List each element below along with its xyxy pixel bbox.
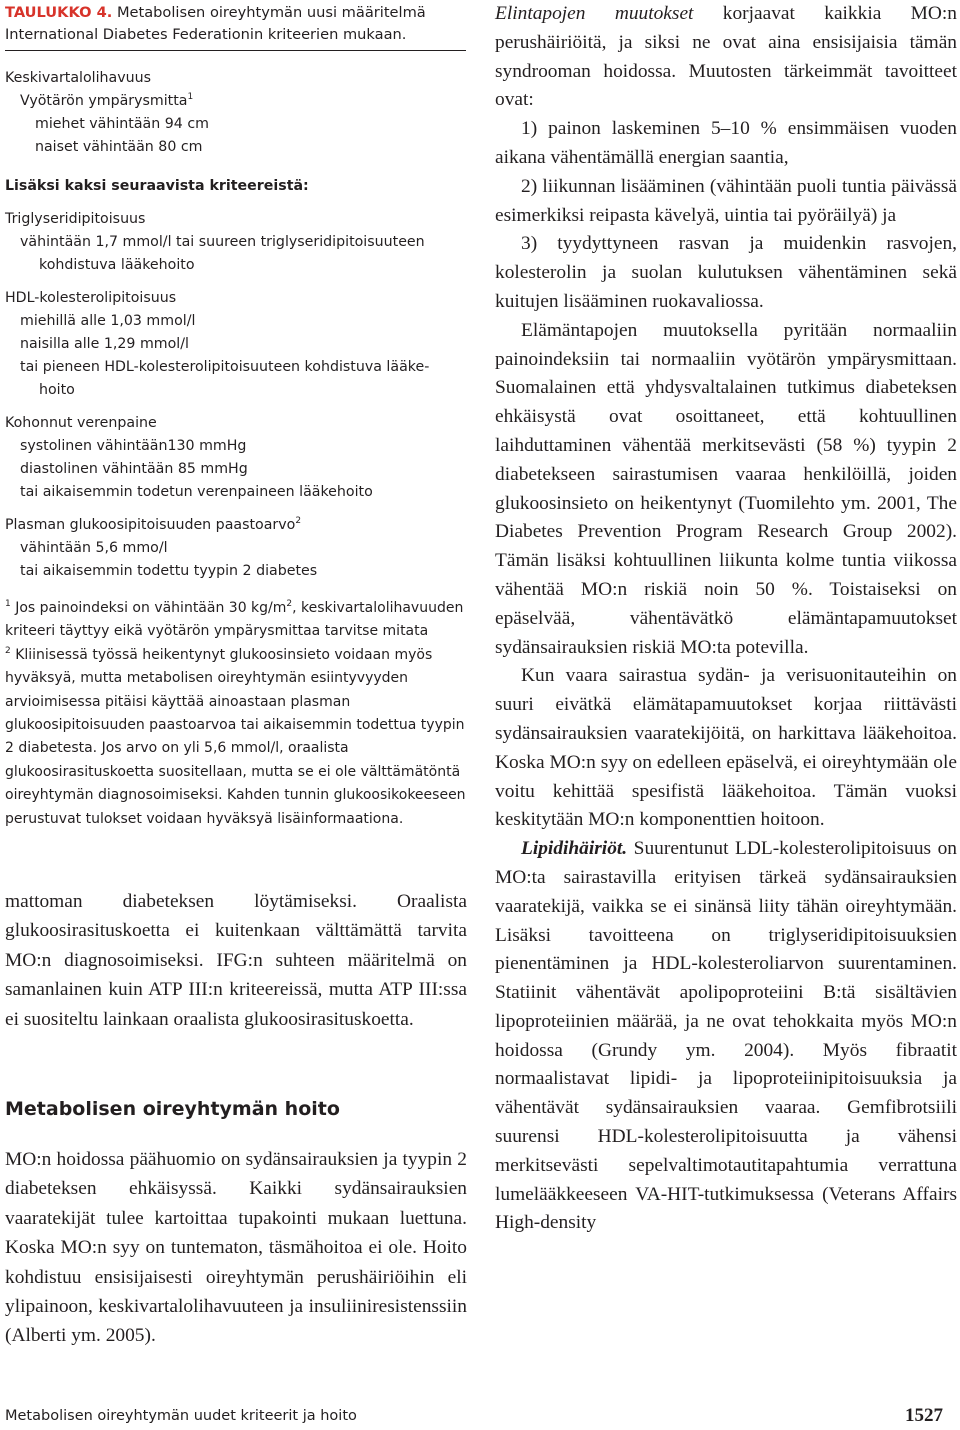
table-footnotes bbox=[5, 597, 466, 831]
bp-title: Kohonnut verenpaine bbox=[5, 415, 157, 431]
table-caption bbox=[5, 2, 466, 46]
left-body-text: mattoman diabeteksen löytämiseksi. Oraalista glukoosirasituskoetta ei kuitenkaan välttämättä tarvita MO:n diagnosoimiseksi. IFG:n suhteen määritelmä on samanlainen kuin ATP III:n kriteereissä, mutta ATP III:ssa ei suositeltu lainkaan oraalista glukoosirasituskoetta. bbox=[5, 891, 467, 1030]
triglycerides-title: Triglyseridipitoisuus bbox=[5, 211, 146, 227]
hdl-men: miehillä alle 1,03 mmol/l bbox=[20, 313, 196, 329]
medication-paragraph: Kun vaara sairastua sydän- ja verisuonitauteihin on suuri eivätkä elämätapamuutokset korjaa riittävästi sydänsairauksien vaaratekijöitä, on harkittava lääkehoitoa. Koska MO:n syy on edelleen epäselvä, ei oireyhtymään ole voitu kehittää spesifistä lääkehoitoa. Tämän vuoksi keskitytään MO:n komponenttien hoitoon. bbox=[495, 665, 957, 831]
table-label: TAULUKKO 4. bbox=[5, 4, 113, 21]
lifestyle-lead: Elintapojen muutokset bbox=[495, 3, 694, 24]
footer-title: Metabolisen oireyhtymän uudet kriteerit ja hoito bbox=[5, 1408, 357, 1424]
hdl-women: naisilla alle 1,29 mmol/l bbox=[20, 336, 189, 352]
goal-1: 1) painon laskeminen 5–10 % ensimmäisen vuoden aikana vähentämällä energian saantia, bbox=[495, 118, 957, 168]
goal-3: 3) tyydyttyneen rasvan ja muidenkin rasvojen, kolesterolin ja suolan kulutuksen vähentäminen sekä kuitujen lisääminen ruokavaliossa. bbox=[495, 233, 957, 312]
table-rule bbox=[5, 50, 466, 51]
hdl-treatment: tai pieneen HDL-kolesterolipitoisuuteen kohdistuva lääke- bbox=[20, 359, 430, 375]
table-body bbox=[5, 67, 466, 583]
lifestyle-paragraph: Elintapojen muutokset korjaavat kaikkia MO:n perushäiriöitä, ja siksi ne ovat aina ensisijaisia tämän syndrooman hoidossa. Muutosten tärkeimmät tavoitteet ovat: bbox=[495, 3, 957, 111]
table-caption-text: Metabolisen oireyhtymän uusi määritelmä International Diabetes Federationin kriteerien mukaan. bbox=[5, 4, 426, 43]
page-number: 1527 bbox=[905, 1405, 943, 1426]
triglycerides-criterion: vähintään 1,7 mmol/l tai suureen triglyseridipitoisuuteen bbox=[20, 234, 425, 250]
waist-men: miehet vähintään 94 cm bbox=[35, 116, 209, 132]
bp-systolic: systolinen vähintään130 mmHg bbox=[20, 438, 247, 454]
weight-paragraph: Elämäntapojen muutoksella pyritään normaaliin painoindeksiin tai normaaliin vyötärön ympärysmittaan. Suomalainen että yhdysvaltalainen tutkimus diabeteksen ehkäisystä ovat osoittaneet, että kohtuullinen laihduttaminen vähentää merkitsevästi (58 %) tyypin 2 diabetekseen sairastumisen vaaraa henkilöillä, joiden glukoosinsieto on heikentynyt (Tuomilehto ym. 2001, The Diabetes Prevention Program Research Group 2002). Tämän lisäksi kohtuullinen liikunta kolme tuntia viikossa vähentää MO:n riskiä noin 50 %. Toistaiseksi on epäselvää, vähentävätkö elämäntapamuutokset sydänsairauksien riskiä MO:ta potevilla. bbox=[495, 319, 957, 658]
table-4 bbox=[5, 2, 466, 831]
waist-women: naiset vähintään 80 cm bbox=[35, 139, 203, 155]
right-column bbox=[495, 0, 957, 1238]
hdl-treatment-cont: hoito bbox=[39, 382, 75, 398]
section-heading: Metabolisen oireyhtymän hoito bbox=[5, 1098, 340, 1120]
glucose-title: Plasman glukoosipitoisuuden paastoarvo$^2$ bbox=[5, 516, 302, 533]
bp-diastolic: diastolinen vähintään 85 mmHg bbox=[20, 461, 248, 477]
lipid-lead: Lipidihäiriöt. bbox=[521, 838, 628, 860]
additional-criteria-heading: Lisäksi kaksi seuraavista kriteereistä: bbox=[5, 178, 309, 194]
triglycerides-criterion-cont: kohdistuva lääkehoito bbox=[39, 257, 195, 273]
waist-title: Keskivartalolihavuus bbox=[5, 70, 152, 86]
waist-subtitle: Vyötärön ympärysmitta$^1$ bbox=[20, 92, 194, 109]
goal-2: 2) liikunnan lisääminen (vähintään puoli tuntia päivässä esimerkiksi reipasta kävelyä, uintia tai pyöräilyä) ja bbox=[495, 175, 957, 226]
left-body-text-2: MO:n hoidossa päähuomio on sydänsairauksien ja tyypin 2 diabeteksen ehkäisyssä. Kaikki sydänsairauksien vaaratekijät tulee kartoittaa tupakointi mukaan luettuna. Koska MO:n syy on tuntematon, täsmähoitoa ei ole. Hoito kohdistuu ensisijaisesti oireyhtymän perushäiriöihin eli ylipainoon, keskivartalolihavuuteen ja insuliiniresistenssiin (Alberti ym. 2005). bbox=[5, 1149, 467, 1347]
glucose-value: vähintään 5,6 mmo/l bbox=[20, 540, 168, 556]
glucose-diabetes: tai aikaisemmin todettu tyypin 2 diabetes bbox=[20, 563, 318, 579]
footnote-2: $^2$ Kliinisessä työssä heikentynyt glukoosinsieto voidaan myös hyväksyä, mutta metabolisen oireyhtymän esiintyvyyden arvioimisessa pitäisi käyttää ainoastaan plasman glukoosipitoisuuden paastoarvoa tai aikaisemmin todettua tyypin 2 diabetesta. Jos arvo on yli 5,6 mmol/l, oraalista glukoosirasituskoetta suositellaan, mutta se ei ole välttämätöntä oireyhtymän diagnosoimiseksi. Kahden tunnin glukoosikokeeseen perustuvat tulokset voidaan hyväksyä lisäinformaationa. bbox=[5, 645, 466, 827]
lipid-paragraph: Lipidihäiriöt. Suurentunut LDL-kolesterolipitoisuus on MO:ta sairastavilla erityisen tärkeä sydänsairauksien vaaratekijä, vaikka se ei sinänsä liity tähän oireyhtymään. Lisäksi tavoitteena on triglyseridipitoisuuksien pienentäminen ja HDL-kolesteroliarvon suurentaminen. Statiinit vähentävät apolipoproteiini B:tä sisältävien lipoproteiinien määrää, ja ne ovat tehokkaita myös MO:n hoidossa (Grundy ym. 2004). Myös fibraatit normaalistavat lipidi- ja lipoproteiinipitoisuuksia ja vähentävät sydänsairauksien vaaraa. Gemfibrotsiili suurensi HDL-kolesterolipitoisuutta ja vähensi merkitsevästi sepelvaltimotautitapahtumia verrattuna lumelääkkeeseen VA-HIT-tutkimuksessa (Veterans Affairs High-density bbox=[495, 838, 957, 1234]
bp-treatment: tai aikaisemmin todetun verenpaineen lääkehoito bbox=[20, 484, 373, 500]
footnote-1: $^1$ Jos painoindeksi on vähintään 30 $kg/m^2$, keskivartalolihavuuden kriteeri täyttyy eikä vyötärön ympärysmittaa tarvitse mitata bbox=[5, 599, 464, 640]
hdl-title: HDL-kolesterolipitoisuus bbox=[5, 290, 177, 306]
